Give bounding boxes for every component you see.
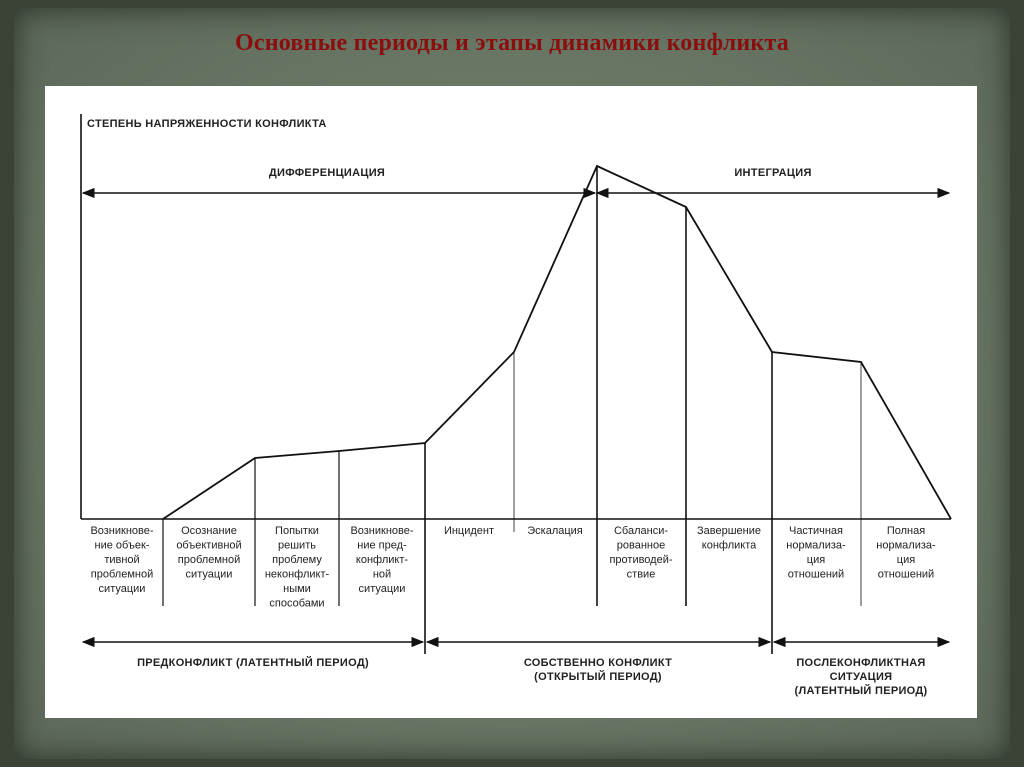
conflict-dynamics-diagram bbox=[45, 86, 977, 718]
stage-label: Сбаланси-рованное противодей-ствие bbox=[609, 525, 673, 581]
stage-label: Попытки решить проблему неконфликт-ными способами bbox=[264, 525, 330, 610]
period-label: ПОСЛЕКОНФЛИКТНАЯ СИТУАЦИЯ (ЛАТЕНТНЫЙ ПЕРИОД) bbox=[794, 657, 928, 697]
stage-label: Эскалация bbox=[527, 525, 583, 537]
stage-label: Осознание объективной проблемной ситуации bbox=[176, 525, 242, 581]
stage-label: Возникнове-ние пред-конфликт-ной ситуации bbox=[350, 525, 414, 595]
phase-label-differentiation: ДИФФЕРЕНЦИАЦИЯ bbox=[268, 167, 386, 179]
stage-label: Полная нормализа-ция отношений bbox=[876, 525, 936, 581]
stage-label: Инцидент bbox=[443, 525, 495, 537]
period-labels bbox=[137, 656, 927, 697]
slide-title: Основные периоды и этапы динамики конфликта bbox=[235, 30, 789, 56]
stage-label: Частичная нормализа-ция отношений bbox=[786, 525, 846, 581]
stage-labels bbox=[90, 525, 936, 610]
stage-dividers bbox=[163, 166, 861, 654]
period-label: СОБСТВЕННО КОНФЛИКТ (ОТКРЫТЫЙ ПЕРИОД) bbox=[523, 657, 673, 683]
period-label: ПРЕДКОНФЛИКТ (ЛАТЕНТНЫЙ ПЕРИОД) bbox=[137, 657, 369, 669]
y-axis-label: СТЕПЕНЬ НАПРЯЖЕННОСТИ КОНФЛИКТА bbox=[87, 118, 327, 130]
tension-curve bbox=[163, 166, 951, 519]
stage-label: Завершение конфликта bbox=[697, 525, 761, 552]
phase-label-integration: ИНТЕГРАЦИЯ bbox=[734, 167, 812, 179]
stage-label: Возникнове-ние объек-тивной проблемной ситуации bbox=[90, 525, 154, 595]
diagram-panel bbox=[45, 86, 977, 718]
